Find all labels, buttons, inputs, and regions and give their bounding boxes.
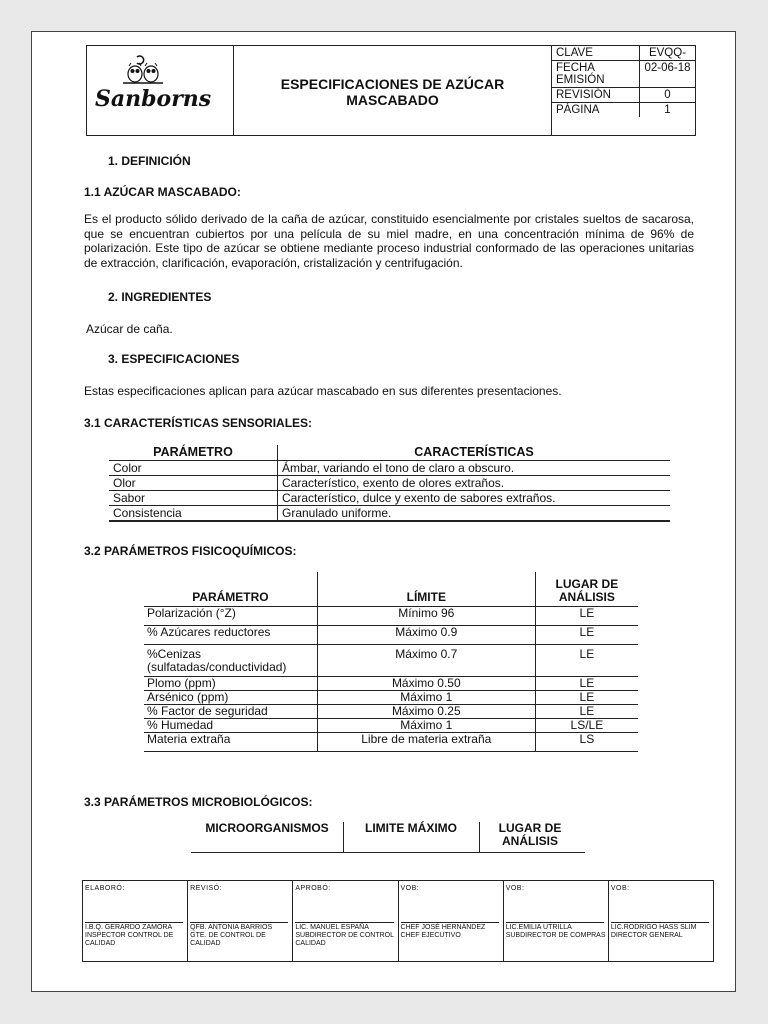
document-page (31, 31, 736, 992)
table-cell: Máximo 0.50 (317, 676, 535, 690)
document-title: ESPECIFICACIONES DE AZÚCAR MASCABADO (234, 46, 552, 135)
signature-role: APROBÓ: (295, 885, 331, 892)
table-cell: LE (535, 690, 638, 704)
signature-cell (609, 881, 713, 961)
table-cell: Arsénico (ppm) (144, 690, 317, 704)
microbiological-table (191, 822, 585, 853)
signature-cell (188, 881, 293, 961)
fisicoquimico-table (144, 572, 638, 752)
signature-cell (293, 881, 398, 961)
column-header: LÍMITE (317, 572, 535, 606)
document-meta (552, 46, 695, 135)
table-cell: Característico, dulce y exento de sabores extraños. (278, 491, 671, 506)
table-cell: Color (109, 461, 278, 476)
column-header: PARÁMETRO (144, 572, 317, 606)
signature-role: VOB: (400, 885, 420, 892)
signature-role: VOB: (505, 885, 525, 892)
meta-label: PÁGINA (552, 103, 640, 117)
column-header: PARÁMETRO (109, 445, 278, 461)
table-cell: LE (535, 606, 638, 625)
signature-role: REVISÓ: (190, 885, 223, 892)
table-cell: Ámbar, variando el tono de claro a obscuro. (278, 461, 671, 476)
column-header: LIMITE MÁXIMO (343, 822, 478, 852)
section-heading-specifications: 3. ESPECIFICACIONES (108, 352, 240, 366)
signature-role: VOB: (610, 885, 630, 892)
table-cell: LE (535, 644, 638, 676)
company-logo (87, 46, 234, 135)
meta-row (552, 46, 695, 61)
meta-value: EVQQ- (648, 47, 687, 59)
table-cell: Sabor (109, 491, 278, 506)
owls-logo-icon (117, 52, 177, 86)
sensorial-title: 3.1 CARACTERÍSTICAS SENSORIALES: (84, 416, 313, 430)
signature-block (82, 880, 714, 962)
definition-text: Es el producto sólido derivado de la caña de azúcar, constituido esencialmente por cristales sueltos de sacarosa, que se encuentran cubiertos por una película de su miel madre, en una concentración mínima de 96% de polarización. Este tipo de azúcar se obtiene mediante proceso industrial conformado de las operaciones unitarias de extracción, clarificación, evaporación, cristalización y centrifugación. (84, 212, 694, 270)
table-cell: % Humedad (144, 718, 317, 732)
meta-row (552, 88, 695, 103)
table-row (109, 461, 670, 476)
meta-label: CLAVE (552, 46, 640, 60)
signature-name: I.B.Q. GERARDO ZAMORA INSPECTOR CONTROL DE CALIDAD (85, 924, 174, 947)
meta-label: FECHA EMISIÓN (552, 61, 640, 87)
table-row (144, 606, 638, 625)
table-row (144, 644, 638, 676)
fisico-title: 3.2 PARÁMETROS FISICOQUÍMICOS: (84, 544, 297, 558)
subsection-heading-azucar: 1.1 AZÚCAR MASCABADO: (84, 185, 241, 199)
table-cell: Máximo 0.7 (317, 644, 535, 676)
ingredients-text: Azúcar de caña. (86, 322, 173, 336)
brand-name: Sanborns (95, 86, 212, 112)
signature-cell (83, 881, 188, 961)
meta-row (552, 103, 695, 117)
table-cell: Olor (109, 476, 278, 491)
table-cell: Característico, exento de olores extraños. (278, 476, 671, 491)
table-cell: Polarización (°Z) (144, 606, 317, 625)
table-row (144, 718, 638, 732)
table-row (144, 625, 638, 644)
meta-value: 0 (664, 89, 671, 101)
table-row (144, 676, 638, 690)
specifications-text: Estas especificaciones aplican para azúcar mascabado en sus diferentes presentaciones. (84, 384, 562, 398)
table-row (109, 491, 670, 506)
section-heading-definition: 1. DEFINICIÓN (108, 154, 191, 168)
table-cell: Máximo 1 (317, 718, 535, 732)
table-cell: LS (535, 732, 638, 751)
column-header: CARACTERÍSTICAS (278, 445, 671, 461)
meta-label: REVISIÓN (552, 88, 640, 102)
table-row (144, 732, 638, 751)
column-header: LUGAR DE ANÁLISIS (535, 572, 638, 606)
column-header: MICROORGANISMOS (205, 821, 329, 835)
table-cell: Máximo 0.9 (317, 625, 535, 644)
meta-value: 02-06-18 (644, 62, 691, 74)
signature-name: QFB. ANTONIA BARRIOS GTE. DE CONTROL DE CALIDAD (190, 924, 273, 947)
table-cell: Libre de materia extraña (317, 732, 535, 751)
table-cell: LE (535, 676, 638, 690)
signature-role: ELABORÓ: (85, 885, 125, 892)
table-cell: Máximo 0.25 (317, 704, 535, 718)
table-cell: Plomo (ppm) (144, 676, 317, 690)
table-cell: Granulado uniforme. (278, 506, 671, 522)
table-cell: % Factor de seguridad (144, 704, 317, 718)
signature-cell (399, 881, 504, 961)
signature-name: CHEF JOSÉ HERNÁNDEZ CHEF EJECUTIVO (400, 924, 486, 939)
signature-cell (504, 881, 609, 961)
table-cell: Mínimo 96 (317, 606, 535, 625)
meta-row (552, 61, 695, 88)
meta-value: 1 (664, 104, 671, 116)
section-heading-ingredients: 2. INGREDIENTES (108, 290, 212, 304)
table-cell: % Azúcares reductores (144, 625, 317, 644)
signature-name: LIC.RODRIGO HASS SLIM DIRECTOR GENERAL (610, 924, 697, 939)
table-cell: %Cenizas (sulfatadas/conductividad) (144, 644, 317, 676)
signature-name: LIC.EMILIA UTRILLA SUBDIRECTOR DE COMPRAS (505, 924, 606, 939)
table-row (109, 476, 670, 491)
table-cell: Máximo 1 (317, 690, 535, 704)
signature-name: LIC. MANUEL ESPAÑA SUBDIRECTOR DE CONTROL CALIDAD (295, 924, 394, 947)
table-row (144, 690, 638, 704)
column-header: LUGAR DE ANÁLISIS (479, 822, 580, 852)
table-cell: Materia extraña (144, 732, 317, 751)
table-row (144, 704, 638, 718)
document-header (86, 45, 696, 136)
micro-title: 3.3 PARÁMETROS MICROBIOLÓGICOS: (84, 795, 313, 809)
table-cell: LE (535, 704, 638, 718)
table-cell: LS/LE (535, 718, 638, 732)
table-cell: Consistencia (109, 506, 278, 522)
sensorial-table (109, 445, 670, 522)
table-row (109, 506, 670, 522)
table-cell: LE (535, 625, 638, 644)
